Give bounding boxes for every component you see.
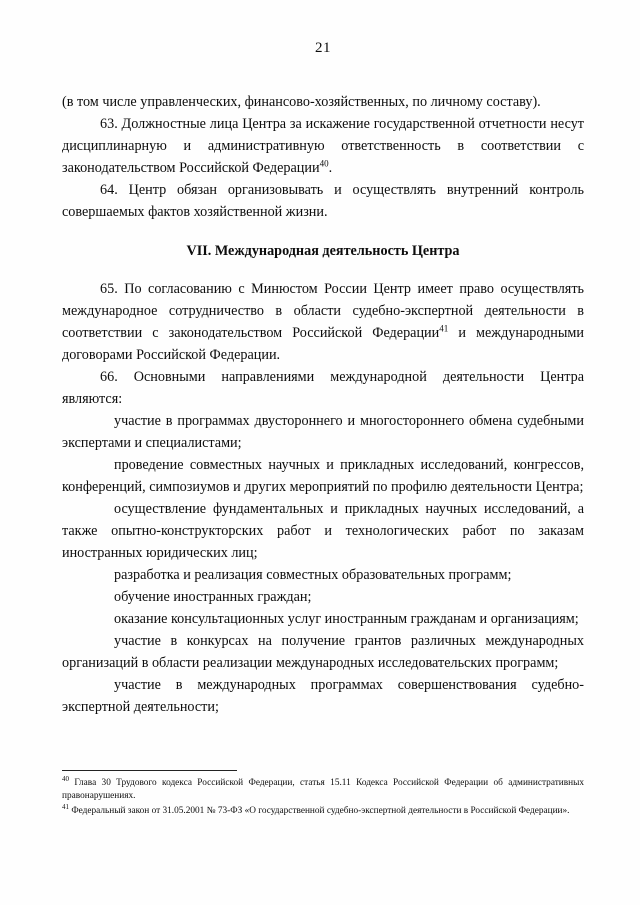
paragraph-text: проведение совместных научных и прикладных исследований, конгрессов, конференций, симпозиумов и других мероприятий по профилю деятельности Центра; xyxy=(62,457,584,495)
paragraph-text: участие в конкурсах на получение грантов различных международных организаций в области реализации международных исследовательских программ; xyxy=(62,633,584,671)
footnote-text: Глава 30 Трудового кодекса Российской Федерации, статья 15.11 Кодекса Российской Федерации об административных правонарушениях. xyxy=(62,777,585,802)
list-item-7 xyxy=(62,630,584,674)
paragraph-text: (в том числе управленческих, финансово-хозяйственных, по личному составу). xyxy=(62,94,541,110)
footnote-text: Федеральный закон от 31.05.2001 № 73-ФЗ «О государственной судебно-экспертной деятельности в Российской Федерации». xyxy=(71,805,570,816)
section-heading-vii: VII. Международная деятельность Центра xyxy=(186,243,460,259)
paragraph-text: разработка и реализация совместных образовательных программ; xyxy=(114,567,512,583)
paragraph-intro xyxy=(62,91,584,113)
footnote-ref-41: 41 xyxy=(439,323,449,334)
footnote-marker: 40 xyxy=(62,774,69,783)
footnote-ref-40: 40 xyxy=(319,158,329,169)
footnote-separator xyxy=(62,770,237,771)
paragraph-text: 63. Должностные лица Центра за искажение государственной отчетности несут дисциплинарную и административную ответственность в соответствии с законодательством Российской Федерации xyxy=(62,116,584,176)
paragraph-text: обучение иностранных граждан; xyxy=(114,589,312,605)
paragraph-63 xyxy=(62,113,584,179)
paragraph-text: осуществление фундаментальных и прикладных научных исследований, а также опытно-конструкторских работ и технологических работ по заказам иностранных юридических лиц; xyxy=(62,501,584,561)
list-item-4 xyxy=(62,564,584,586)
list-item-5 xyxy=(62,586,584,608)
list-item-8 xyxy=(62,674,584,718)
list-item-2 xyxy=(62,454,584,498)
paragraph-text: участие в международных программах совершенствования судебно-экспертной деятельности; xyxy=(62,677,584,715)
paragraph-text: 65. По согласованию с Минюстом России Центр имеет право осуществлять международное сотрудничество в области судебно-экспертной деятельности в соответствии с законодательством Российской Федерации xyxy=(62,281,584,341)
paragraph-text: участие в программах двустороннего и многостороннего обмена судебными экспертами и специалистами; xyxy=(62,413,584,451)
paragraph-text: оказание консультационных услуг иностранным гражданам и организациям; xyxy=(114,611,579,627)
list-item-1 xyxy=(62,410,584,454)
paragraph-text: 64. Центр обязан организовывать и осуществлять внутренний контроль совершаемых фактов хозяйственной жизни. xyxy=(62,182,584,220)
paragraph-text: 66. Основными направлениями международной деятельности Центра являются: xyxy=(62,369,584,407)
paragraph-text-tail: . xyxy=(328,160,333,176)
paragraph-64 xyxy=(62,179,584,223)
paragraph-66 xyxy=(62,366,584,410)
footnotes-block xyxy=(62,770,584,819)
paragraph-65 xyxy=(62,278,584,366)
document-body xyxy=(62,91,584,718)
page-number: 21 xyxy=(315,40,331,56)
footnote-41 xyxy=(62,802,584,818)
list-item-3 xyxy=(62,498,584,564)
list-item-6 xyxy=(62,608,584,630)
footnote-marker: 41 xyxy=(62,802,69,811)
footnote-40 xyxy=(62,774,585,804)
paragraph-text-tail: и международными договорами Российской Федерации. xyxy=(62,325,584,363)
